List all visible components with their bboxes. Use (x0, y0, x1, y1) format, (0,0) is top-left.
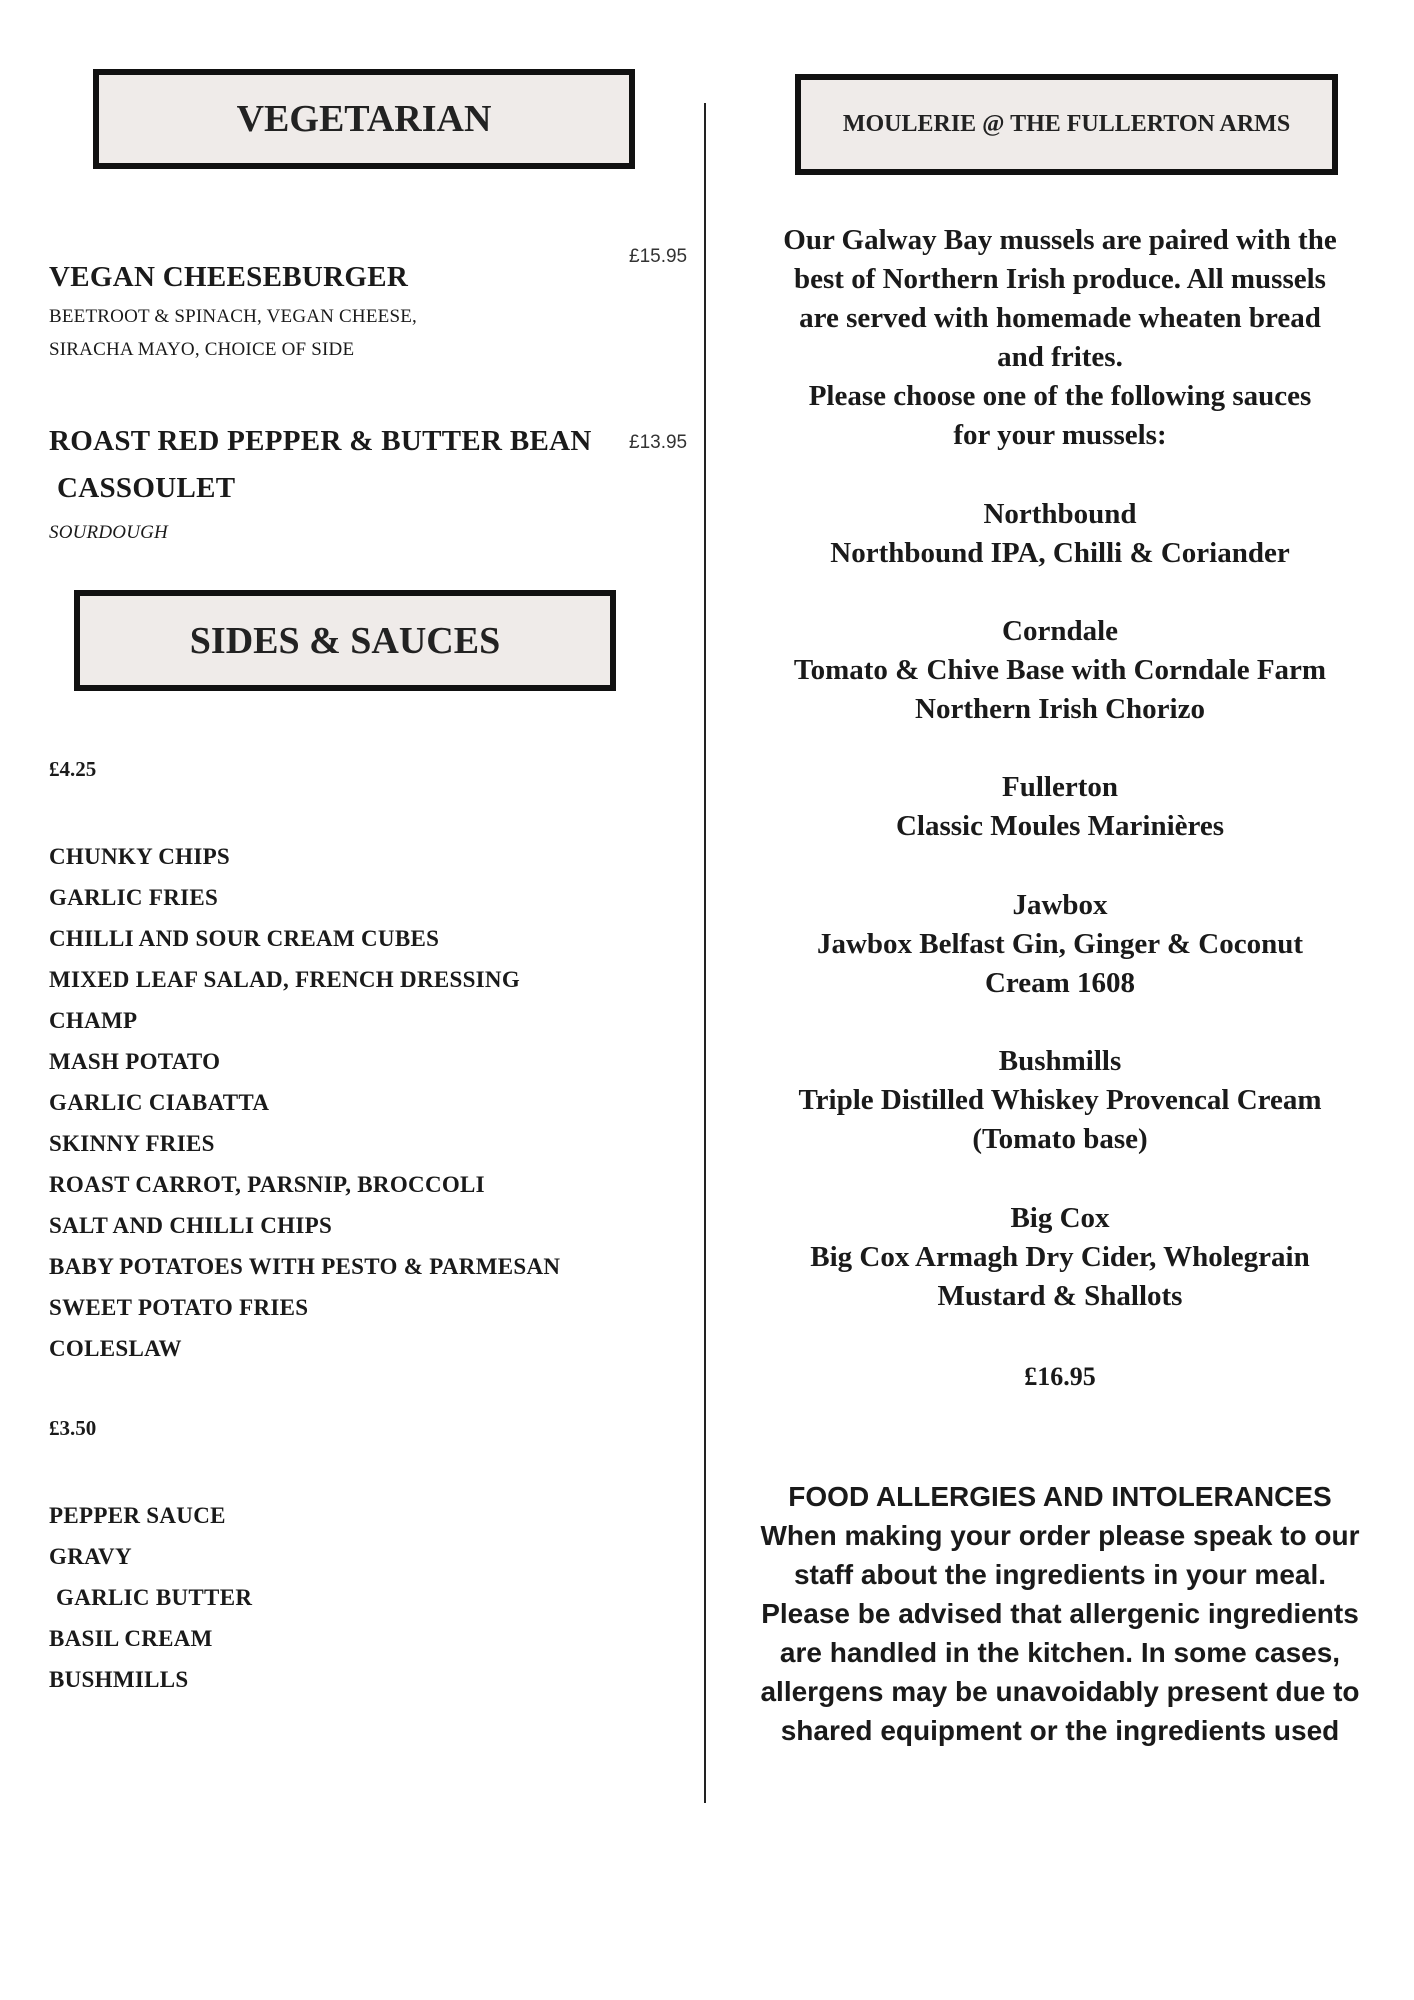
list-item: COLESLAW (49, 1336, 182, 1361)
sides-price: £4.25 (49, 757, 97, 781)
item-price: £13.95 (629, 432, 688, 453)
allergy-line: staff about the ingredients in your meal. (793, 1559, 1327, 1590)
item-title: ROAST RED PEPPER & BUTTER BEAN (49, 425, 592, 457)
sides-heading-box (74, 590, 616, 691)
intro-line: Please choose one of the following sauces (808, 380, 1312, 412)
intro-line: and frites. (997, 341, 1123, 373)
item-description: SOURDOUGH (49, 522, 168, 543)
sauce-name: Fullerton (1002, 771, 1118, 803)
sauce-option (710, 768, 1410, 846)
list-item: MIXED LEAF SALAD, FRENCH DRESSING (49, 967, 521, 992)
allergy-line: are handled in the kitchen. In some cases, (779, 1637, 1341, 1668)
sauce-option (710, 612, 1410, 729)
sauce-description: Triple Distilled Whiskey Provencal Cream (798, 1084, 1322, 1116)
list-item: SALT AND CHILLI CHIPS (49, 1213, 333, 1238)
item-description: BEETROOT & SPINACH, VEGAN CHEESE, (49, 306, 417, 327)
sauce-name: Corndale (1002, 615, 1118, 647)
sauces-price: £3.50 (49, 1416, 97, 1440)
sauce-description: (Tomato base) (972, 1123, 1148, 1155)
sauce-description: Big Cox Armagh Dry Cider, Wholegrain (810, 1241, 1310, 1273)
list-item: GARLIC BUTTER (56, 1585, 253, 1610)
allergy-line: allergens may be unavoidably present due to (760, 1676, 1360, 1707)
list-item: SKINNY FRIES (49, 1131, 215, 1156)
sauce-name: Jawbox (1012, 889, 1108, 921)
intro-line: Our Galway Bay mussels are paired with the (783, 224, 1337, 256)
moulerie-heading: MOULERIE @ THE FULLERTON ARMS (842, 111, 1291, 137)
list-item: ROAST CARROT, PARSNIP, BROCCOLI (49, 1172, 485, 1197)
sauce-description: Tomato & Chive Base with Corndale Farm (793, 654, 1327, 686)
allergy-heading: FOOD ALLERGIES AND INTOLERANCES (788, 1481, 1332, 1512)
allergy-line: Please be advised that allergenic ingredients (761, 1598, 1359, 1629)
list-item: CHILLI AND SOUR CREAM CUBES (49, 926, 440, 951)
moulerie-heading-box (795, 74, 1338, 175)
sauce-description: Northern Irish Chorizo (915, 693, 1205, 725)
list-item: GRAVY (49, 1544, 132, 1569)
allergy-line: shared equipment or the ingredients used (780, 1715, 1340, 1746)
list-item: GARLIC FRIES (49, 885, 219, 910)
intro-line: are served with homemade wheaten bread (799, 302, 1321, 334)
intro-line: best of Northern Irish produce. All mussels (794, 263, 1326, 295)
sauce-description: Cream 1608 (984, 967, 1136, 999)
sauce-description: Jawbox Belfast Gin, Ginger & Coconut (816, 928, 1304, 960)
list-item: PEPPER SAUCE (49, 1503, 226, 1528)
vegetarian-heading-box (93, 69, 635, 169)
sauce-description: Classic Moules Marinières (895, 810, 1225, 842)
sauce-name: Big Cox (1010, 1202, 1110, 1234)
sauce-option (710, 495, 1410, 573)
allergy-notice (710, 1477, 1410, 1750)
vegetarian-heading: VEGETARIAN (236, 98, 492, 140)
list-item: CHAMP (49, 1008, 138, 1033)
item-price: £15.95 (629, 246, 688, 267)
sauce-description: Northbound IPA, Chilli & Coriander (830, 537, 1290, 569)
sides-list (49, 836, 560, 1369)
sauce-name: Northbound (983, 498, 1137, 530)
list-item: BUSHMILLS (49, 1667, 189, 1692)
list-item: BASIL CREAM (49, 1626, 213, 1651)
item-description: SIRACHA MAYO, CHOICE OF SIDE (49, 339, 355, 360)
sauce-option (710, 1199, 1410, 1316)
list-item: SWEET POTATO FRIES (49, 1295, 309, 1320)
item-title: VEGAN CHEESEBURGER (49, 261, 409, 293)
list-item: MASH POTATO (49, 1049, 221, 1074)
sauce-description: Mustard & Shallots (937, 1280, 1183, 1312)
allergy-line: When making your order please speak to our (760, 1520, 1360, 1551)
list-item: CHUNKY CHIPS (49, 844, 231, 869)
sauce-option (710, 1042, 1410, 1159)
mussels-price: £16.95 (1024, 1362, 1096, 1391)
sauce-name: Bushmills (998, 1045, 1122, 1077)
intro-line: for your mussels: (953, 419, 1167, 451)
column-divider (704, 103, 706, 1803)
item-title: CASSOULET (57, 472, 236, 504)
list-item: GARLIC CIABATTA (49, 1090, 270, 1115)
sauces-list (49, 1495, 252, 1700)
moulerie-intro (710, 221, 1410, 455)
sides-heading: SIDES & SAUCES (189, 619, 501, 662)
sauce-option (710, 886, 1410, 1003)
list-item: BABY POTATOES WITH PESTO & PARMESAN (49, 1254, 561, 1279)
